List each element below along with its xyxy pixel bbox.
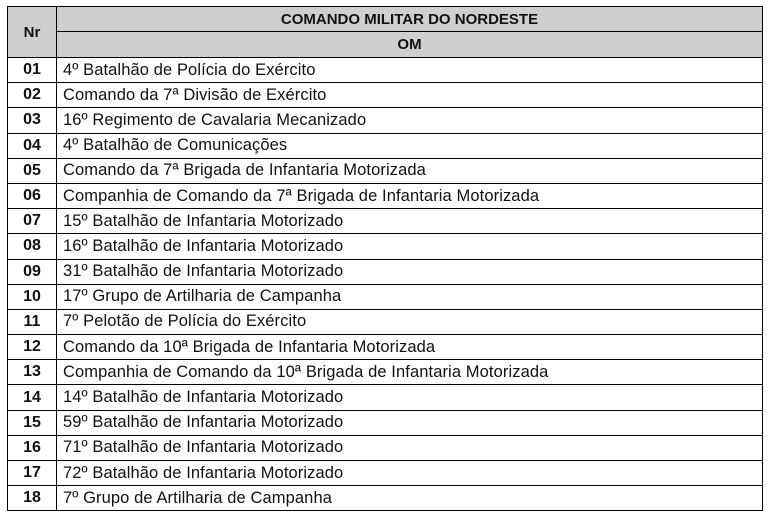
om-name: 7º Pelotão de Polícia do Exército — [57, 309, 763, 334]
row-number: 08 — [8, 234, 57, 259]
row-number: 18 — [8, 486, 57, 511]
row-number: 11 — [8, 309, 57, 334]
om-name: Comando da 7ª Brigada de Infantaria Motorizada — [57, 158, 763, 183]
row-number: 09 — [8, 259, 57, 284]
om-name: 16º Batalhão de Infantaria Motorizado — [57, 234, 763, 259]
row-number: 05 — [8, 158, 57, 183]
table-row — [8, 385, 763, 410]
table-row — [8, 158, 763, 183]
row-number: 13 — [8, 360, 57, 385]
om-table — [7, 6, 763, 511]
table-row — [8, 183, 763, 208]
om-name: 31º Batalhão de Infantaria Motorizado — [57, 259, 763, 284]
row-number: 17 — [8, 461, 57, 486]
row-number: 01 — [8, 58, 57, 83]
table-row — [8, 83, 763, 108]
om-name: 14º Batalhão de Infantaria Motorizado — [57, 385, 763, 410]
row-number: 02 — [8, 83, 57, 108]
row-number: 12 — [8, 335, 57, 360]
om-name: 7º Grupo de Artilharia de Campanha — [57, 486, 763, 511]
row-number: 14 — [8, 385, 57, 410]
table-row — [8, 108, 763, 133]
table-header — [8, 7, 763, 58]
row-number: 07 — [8, 209, 57, 234]
om-name: 17º Grupo de Artilharia de Campanha — [57, 284, 763, 309]
nr-column-header: Nr — [8, 7, 57, 58]
om-name: Companhia de Comando da 7ª Brigada de Infantaria Motorizada — [57, 183, 763, 208]
om-name: Comando da 7ª Divisão de Exército — [57, 83, 763, 108]
om-name: 59º Batalhão de Infantaria Motorizado — [57, 410, 763, 435]
table-row — [8, 133, 763, 158]
header-row-title — [8, 7, 763, 32]
table-row — [8, 360, 763, 385]
row-number: 16 — [8, 435, 57, 460]
om-name: Companhia de Comando da 10ª Brigada de Infantaria Motorizada — [57, 360, 763, 385]
om-name: 72º Batalhão de Infantaria Motorizado — [57, 461, 763, 486]
table-row — [8, 461, 763, 486]
om-table-container — [7, 6, 763, 511]
om-name: 15º Batalhão de Infantaria Motorizado — [57, 209, 763, 234]
row-number: 04 — [8, 133, 57, 158]
table-title: COMANDO MILITAR DO NORDESTE — [57, 7, 763, 32]
table-row — [8, 435, 763, 460]
table-row — [8, 335, 763, 360]
table-body — [8, 58, 763, 511]
om-column-header: OM — [57, 32, 763, 58]
om-name: 4º Batalhão de Polícia do Exército — [57, 58, 763, 83]
om-name: 16º Regimento de Cavalaria Mecanizado — [57, 108, 763, 133]
om-name: Comando da 10ª Brigada de Infantaria Motorizada — [57, 335, 763, 360]
row-number: 03 — [8, 108, 57, 133]
table-row — [8, 234, 763, 259]
table-row — [8, 486, 763, 511]
header-row-om — [8, 32, 763, 58]
row-number: 15 — [8, 410, 57, 435]
table-row — [8, 309, 763, 334]
table-row — [8, 58, 763, 83]
row-number: 10 — [8, 284, 57, 309]
om-name: 71º Batalhão de Infantaria Motorizado — [57, 435, 763, 460]
table-row — [8, 259, 763, 284]
table-row — [8, 284, 763, 309]
table-row — [8, 410, 763, 435]
om-name: 4º Batalhão de Comunicações — [57, 133, 763, 158]
table-row — [8, 209, 763, 234]
row-number: 06 — [8, 183, 57, 208]
